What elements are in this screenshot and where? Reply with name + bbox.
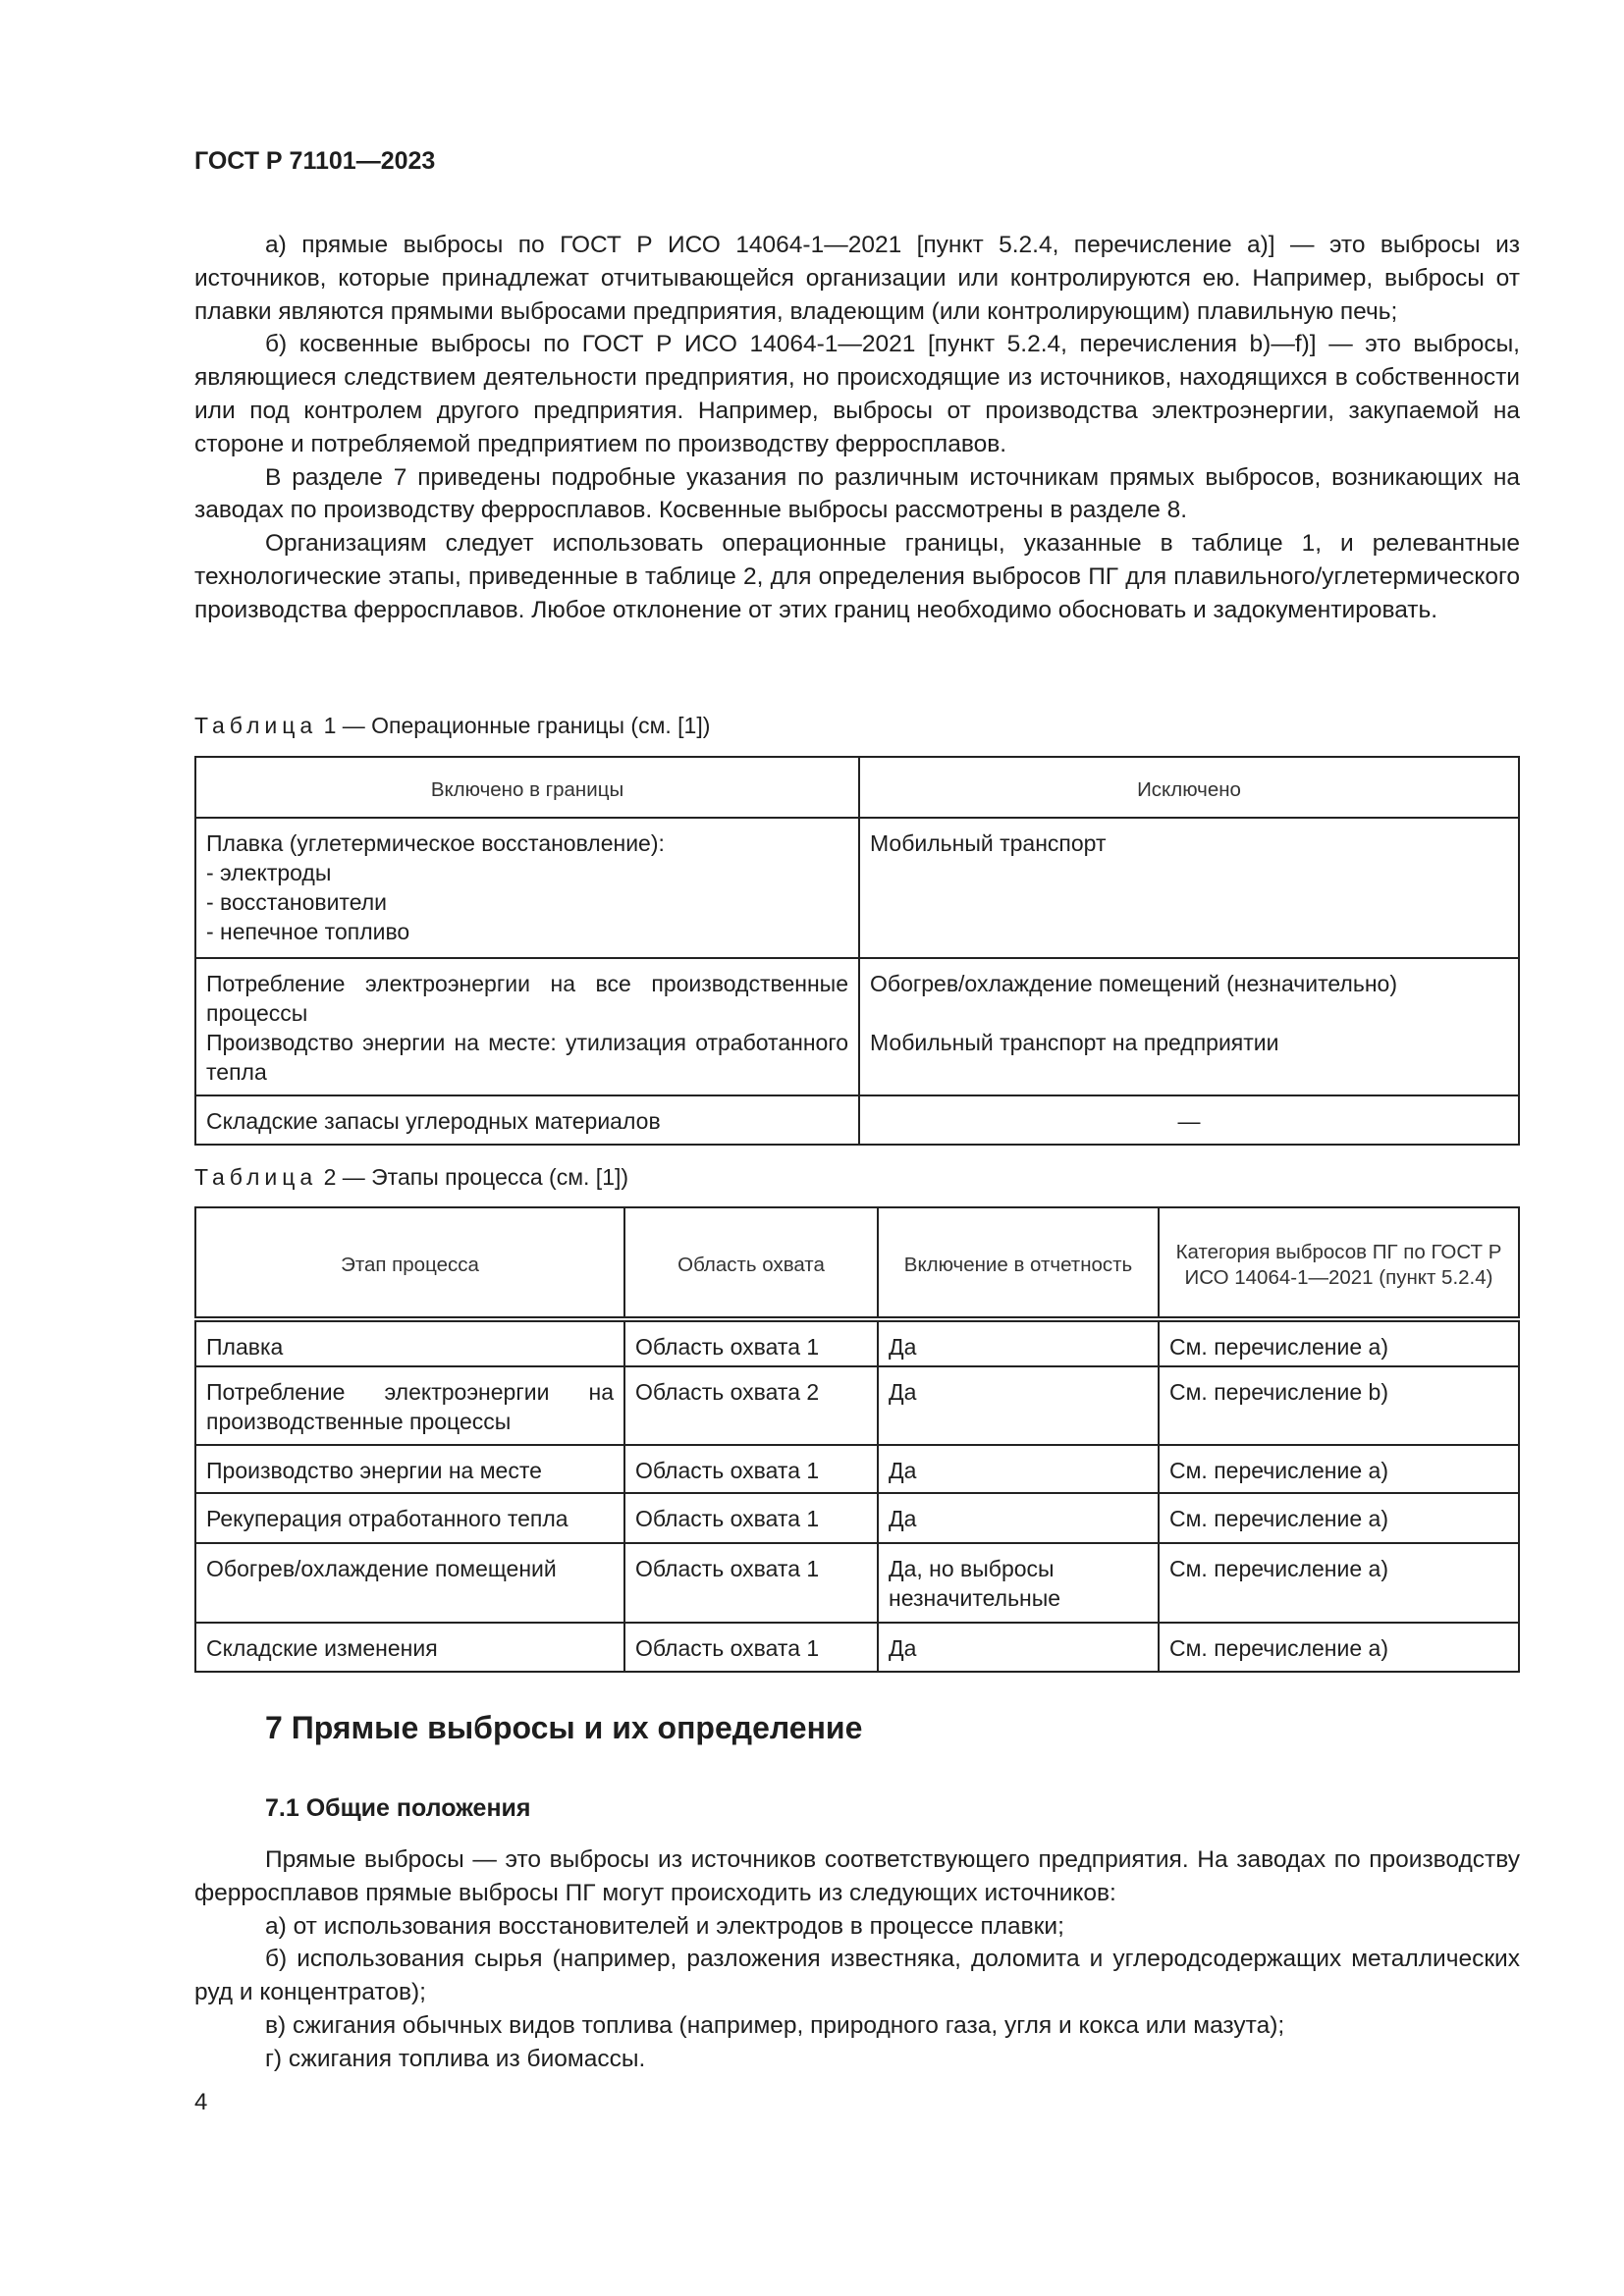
table-cell: См. перечисление a) — [1159, 1319, 1519, 1366]
table-cell: Область охвата 1 — [624, 1319, 878, 1366]
cell-line: Мобильный транспорт — [870, 830, 1107, 856]
table-cell: См. перечисление a) — [1159, 1543, 1519, 1623]
table1-caption — [194, 713, 710, 739]
column-header: Область охвата — [624, 1207, 878, 1319]
table-row — [195, 1095, 1519, 1145]
table-row — [195, 1543, 1519, 1623]
column-header: Категория выбросов ПГ по ГОСТ Р ИСО 14064-1—2021 (пункт 5.2.4) — [1159, 1207, 1519, 1319]
cell-line: - восстановители — [206, 889, 387, 915]
section-title: 7 Прямые выбросы и их определение — [265, 1710, 863, 1745]
paragraph: Прямые выбросы — это выбросы из источников соответствующего предприятия. На заводах по производству ферросплавов прямые выбросы ПГ могут происходить из следующих источников: — [194, 1846, 1520, 1906]
table-process-stages — [194, 1206, 1520, 1673]
table-row — [195, 1493, 1519, 1543]
table-row — [195, 1319, 1519, 1366]
table-cell: Обогрев/охлаждение помещений — [195, 1543, 624, 1623]
table-cell: Да — [878, 1319, 1159, 1366]
cell-line: Производство энергии на месте: утилизация отработанного тепла — [206, 1030, 848, 1085]
table-cell: Область охвата 1 — [624, 1623, 878, 1672]
cell-line: Потребление электроэнергии на все производственные процессы — [206, 971, 848, 1026]
table-cell: Рекуперация отработанного тепла — [195, 1493, 624, 1543]
paragraph: а) прямые выбросы по ГОСТ Р ИСО 14064-1—2021 [пункт 5.2.4, перечисление a)] — это выбросы из источников, которые принадлежат отчитывающейся организации или контролируются ею. Например, выбросы от плавки являются прямыми выбросами предприятия, владеющим (или контролирующим) плавильную печь; — [194, 232, 1520, 325]
table-cell: Область охвата 2 — [624, 1366, 878, 1445]
list-item: в) сжигания обычных видов топлива (например, природного газа, угля и кокса или мазута); — [265, 2011, 1285, 2039]
paragraph: Организациям следует использовать операционные границы, указанные в таблице 1, и релевантные технологические этапы, приведенные в таблице 2, для определения выбросов ПГ для плавильного/углетермического производства ферросплавов. Любое отклонение от этих границ необходимо обосновать и задокументировать. — [194, 530, 1520, 623]
table-cell: Да, но выбросы незначительные — [878, 1543, 1159, 1623]
table-cell — [195, 818, 859, 958]
table-cell — [859, 818, 1519, 958]
table-cell: Да — [878, 1445, 1159, 1493]
table-cell: — — [859, 1095, 1519, 1145]
table-row — [195, 1623, 1519, 1672]
cell-line: Обогрев/охлаждение помещений (незначительно) — [870, 971, 1397, 996]
column-header: Включение в отчетность — [878, 1207, 1159, 1319]
cell-line: Плавка (углетермическое восстановление): — [206, 830, 665, 856]
table-cell: См. перечисление a) — [1159, 1493, 1519, 1543]
table-cell: Область охвата 1 — [624, 1445, 878, 1493]
paragraph: б) косвенные выбросы по ГОСТ Р ИСО 14064-1—2021 [пункт 5.2.4, перечисления b)—f)] — это выбросы, являющиеся следствием деятельности предприятия, но происходящие из источников, находящихся в собственности или под контролем другого предприятия. Например, выбросы от производства электроэнергии, закупаемой на стороне и потребляемой предприятием по производству ферросплавов. — [194, 331, 1520, 457]
column-header: Исключено — [859, 757, 1519, 818]
paragraph: В разделе 7 приведены подробные указания по различным источникам прямых выбросов, возникающих на заводах по производству ферросплавов. Косвенные выбросы рассмотрены в разделе 8. — [194, 463, 1520, 524]
table-cell — [859, 958, 1519, 1095]
table-cell: Складские запасы углеродных материалов — [195, 1095, 859, 1145]
table-cell: Производство энергии на месте — [195, 1445, 624, 1493]
cell-line: - непечное топливо — [206, 919, 410, 944]
table-row — [195, 1445, 1519, 1493]
list-item: г) сжигания топлива из биомассы. — [265, 2045, 646, 2072]
caption-text: 2 — Этапы процесса (см. [1]) — [317, 1164, 629, 1190]
table-cell: Да — [878, 1623, 1159, 1672]
table-row — [195, 958, 1519, 1095]
column-header: Включено в границы — [195, 757, 859, 818]
table2-caption — [194, 1164, 628, 1191]
table-cell: См. перечисление a) — [1159, 1623, 1519, 1672]
list-item: а) от использования восстановителей и электродов в процессе плавки; — [265, 1912, 1064, 1940]
caption-text: 1 — Операционные границы (см. [1]) — [317, 713, 711, 738]
table-cell: Плавка — [195, 1319, 624, 1366]
intro-text — [194, 229, 1520, 627]
list-item: б) использования сырья (например, разложения известняка, доломита и углеродсодержащих металлических руд и концентратов); — [194, 1946, 1520, 2006]
table-cell: Область охвата 1 — [624, 1493, 878, 1543]
table-cell — [195, 958, 859, 1095]
column-header: Этап процесса — [195, 1207, 624, 1319]
table-cell: Область охвата 1 — [624, 1543, 878, 1623]
table-row — [195, 818, 1519, 958]
caption-label: Таблица — [194, 713, 318, 738]
table-cell: Да — [878, 1366, 1159, 1445]
table-row — [195, 1366, 1519, 1445]
table-cell: Складские изменения — [195, 1623, 624, 1672]
section7-text — [194, 1843, 1520, 2076]
table-cell: Потребление электроэнергии на производственные процессы — [195, 1366, 624, 1445]
table-cell: См. перечисление b) — [1159, 1366, 1519, 1445]
document-header: ГОСТ Р 71101—2023 — [194, 147, 436, 175]
table-cell: Да — [878, 1493, 1159, 1543]
table-cell: См. перечисление a) — [1159, 1445, 1519, 1493]
cell-line: Мобильный транспорт на предприятии — [870, 1030, 1279, 1055]
table-operational-boundaries — [194, 756, 1520, 1146]
subsection-title: 7.1 Общие положения — [265, 1794, 531, 1822]
page-number: 4 — [194, 2089, 208, 2115]
caption-label: Таблица — [194, 1164, 318, 1190]
cell-line: - электроды — [206, 860, 332, 885]
